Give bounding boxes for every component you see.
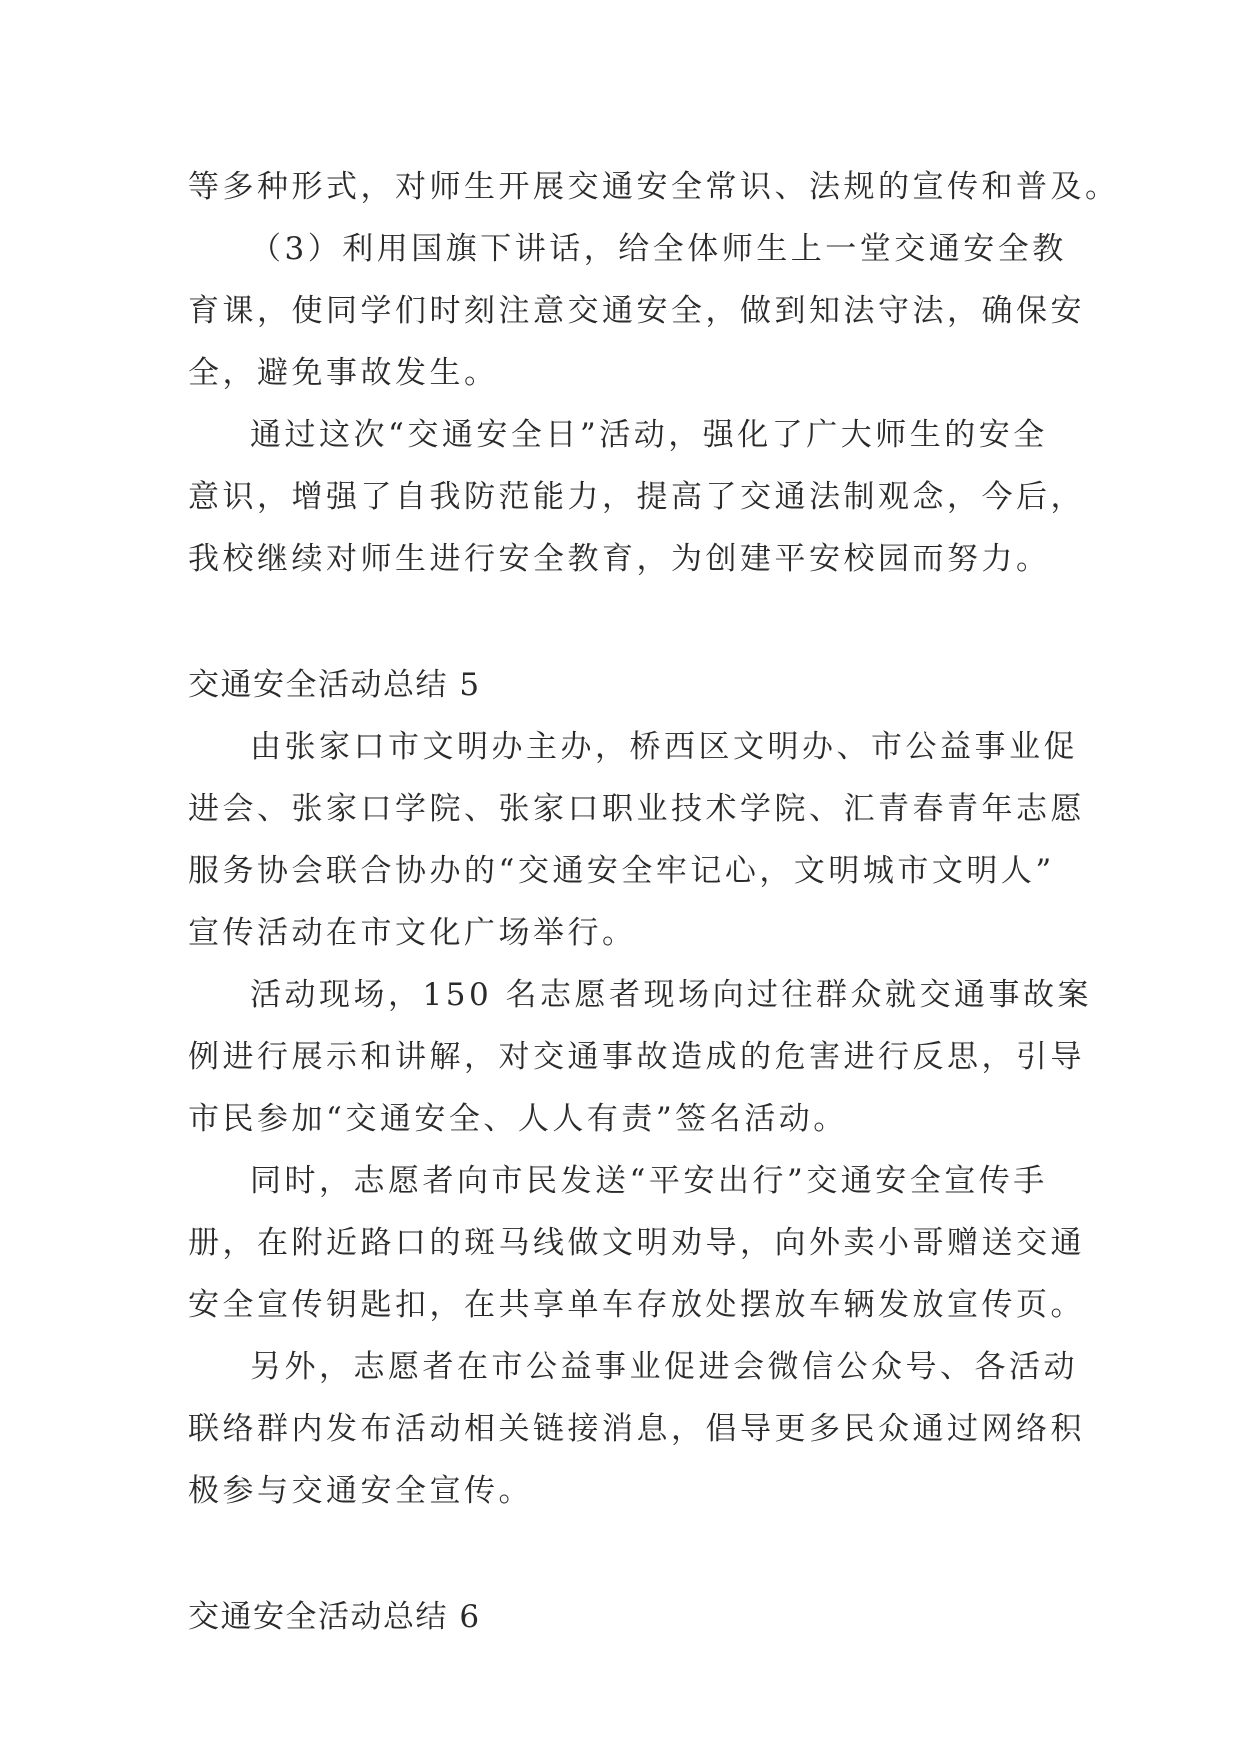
text-line: 通过这次“交通安全日”活动，强化了广大师生的安全 (250, 417, 1048, 453)
section-heading-6: 交通安全活动总结 6 (188, 1599, 481, 1635)
document-body (188, 156, 1120, 1648)
text-line: 例进行展示和讲解，对交通事故造成的危害进行反思，引导 (188, 1039, 1085, 1075)
text-line: 服务协会联合协办的“交通安全牢记心，文明城市文明人” (188, 853, 1055, 889)
text-line: 册，在附近路口的斑马线做文明劝导，向外卖小哥赠送交通 (188, 1225, 1085, 1261)
text-line: 由张家口市文明办主办，桥西区文明办、市公益事业促 (250, 729, 1078, 765)
text-line: 全，避免事故发生。 (188, 355, 499, 391)
text-line: 意识，增强了自我防范能力，提高了交通法制观念，今后， (188, 479, 1085, 515)
text-line: 极参与交通安全宣传。 (188, 1473, 533, 1509)
text-line: 联络群内发布活动相关链接消息，倡导更多民众通过网络积 (188, 1411, 1085, 1447)
text-line: 宣传活动在市文化广场举行。 (188, 915, 637, 951)
section-gap (188, 590, 1058, 654)
text-line: 等多种形式，对师生开展交通安全常识、法规的宣传和普及。 (188, 169, 1120, 205)
text-line: 另外，志愿者在市公益事业促进会微信公众号、各活动 (250, 1349, 1078, 1385)
text-line: 育课，使同学们时刻注意交通安全，做到知法守法，确保安 (188, 293, 1085, 329)
text-line: 同时，志愿者向市民发送“平安出行”交通安全宣传手 (250, 1163, 1048, 1199)
section-gap (188, 1522, 1058, 1586)
text-line: 我校继续对师生进行安全教育，为创建平安校园而努力。 (188, 541, 1051, 577)
text-line: （3）利用国旗下讲话，给全体师生上一堂交通安全教 (250, 231, 1067, 267)
text-line: 活动现场，150 名志愿者现场向过往群众就交通事故案 (250, 977, 1093, 1013)
text-line: 安全宣传钥匙扣，在共享单车存放处摆放车辆发放宣传页。 (188, 1287, 1085, 1323)
text-line: 进会、张家口学院、张家口职业技术学院、汇青春青年志愿 (188, 791, 1085, 827)
section-heading-5: 交通安全活动总结 5 (188, 667, 481, 703)
text-line: 市民参加“交通安全、人人有责”签名活动。 (188, 1101, 848, 1137)
